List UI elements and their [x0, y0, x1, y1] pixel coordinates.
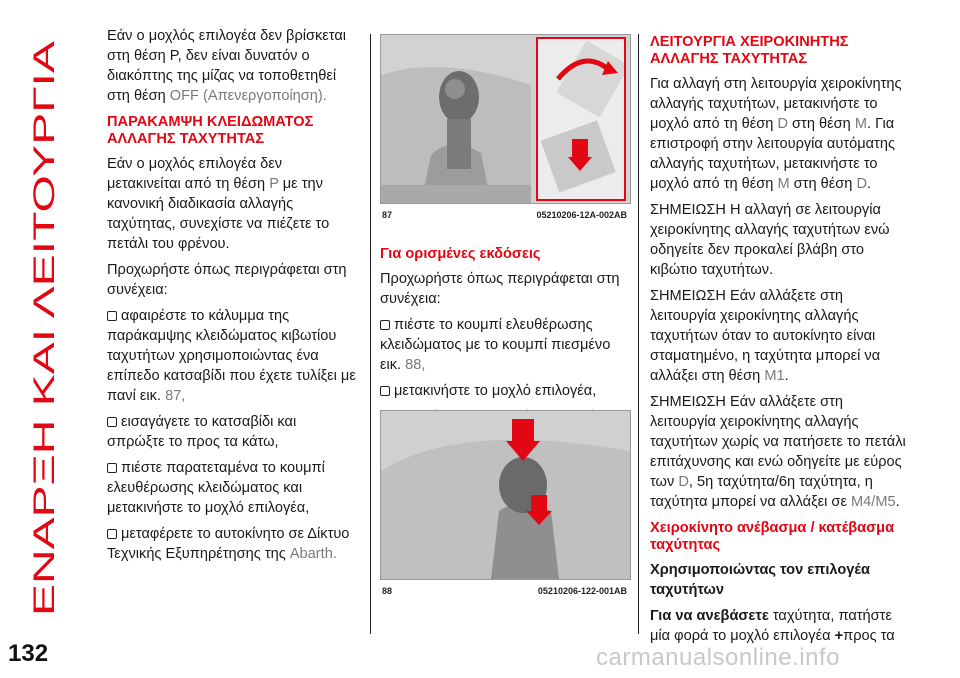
text: . Για επιστροφή στην λειτουργία αυτόματης αλλαγής ταχυτήτων, μετακινήστε το μοχλό από τη θέση: [650, 116, 895, 192]
bullet-item: [380, 381, 630, 401]
paragraph: Προχωρήστε όπως περιγράφεται στη συνέχεια:: [380, 271, 620, 307]
bullet-item: [107, 306, 357, 406]
text: αφαιρέστε το κάλυμμα της παράκαμψης κλειδώματος κιβωτίου ταχυτήτων χρησιμοποιώντας ένα επίπεδο κατσαβίδι που έχετε τυλίξει με πανί εικ.: [107, 308, 356, 404]
bold-text: Για να ανεβάσετε: [650, 608, 769, 624]
paragraph: [650, 606, 910, 646]
text: με την κανονική διαδικασία αλλαγής ταχύτητας, συνεχίστε να πιέζετε το πετάλι του φρένου.: [107, 176, 330, 252]
checkbox-icon: [107, 311, 117, 321]
figure-87-image: [380, 34, 631, 204]
text: εισαγάγετε το κατσαβίδι και σπρώξτε το προς τα κάτω,: [107, 414, 297, 450]
checkbox-icon: [107, 529, 117, 539]
figure-code: 05210206-122-001AB: [537, 586, 627, 596]
bullet-item: [107, 524, 357, 564]
paragraph: [107, 154, 357, 254]
text: ΣΗΜΕΙΩΣΗ Εάν αλλάξετε στη λειτουργία χειροκίνητης αλλαγής ταχυτήτων χωρίς να πατήσετε το πετάλι επιτάχυνσης και ενώ οδηγείτε με εύρος των: [650, 394, 906, 490]
text: .: [784, 368, 789, 384]
section-side-title: [8, 26, 70, 636]
bullet-item: [380, 315, 630, 375]
ref-text: P: [269, 176, 279, 192]
ref-text: D: [777, 116, 788, 132]
text: .: [895, 494, 900, 510]
figure-number: 88: [382, 586, 393, 596]
figure-88-image: [380, 410, 631, 580]
figure-87-inset: [536, 37, 626, 201]
ref-text: M: [777, 176, 790, 192]
heading-manual-up-down: Χειροκίνητο ανέβασμα / κατέβασμα ταχύτητας: [650, 520, 895, 553]
subheading-selector: Χρησιμοποιώντας τον επιλογέα ταχυτήτων: [650, 562, 870, 598]
column-right: [650, 26, 910, 652]
side-title-text: ΕΝΑΡΞΗ ΚΑΙ ΛΕΙΤΟΥΡΓΙΑ: [28, 256, 61, 616]
gear-shifter-button-illustration: [381, 411, 630, 579]
text: προς τα: [843, 628, 895, 644]
ref-text: Abarth.: [289, 546, 337, 562]
page-number: 132: [8, 640, 49, 667]
text: ταχύτητα, πατήστε μία φορά το μοχλό επιλογέα: [650, 608, 892, 644]
column-left: [107, 26, 357, 570]
text: πιέστε παρατεταμένα το κουμπί ελευθέρωσης κλειδώματος και μετακινήστε το μοχλό επιλογέα,: [107, 460, 325, 516]
checkbox-icon: [380, 386, 390, 396]
text: μετακινήστε το μοχλό επιλογέα,: [394, 383, 597, 399]
text: στη θέση: [788, 116, 855, 132]
text: στη θέση: [789, 176, 857, 192]
note-paragraph: [650, 286, 910, 386]
ref-text: D: [678, 474, 689, 490]
ref-text: M4/M5: [851, 494, 896, 510]
ref-text: M1: [764, 368, 785, 384]
column-divider: [370, 34, 371, 634]
text: ΣΗΜΕΙΩΣΗ Εάν αλλάξετε στη λειτουργία χειροκίνητης αλλαγής ταχυτήτων όταν το αυτοκίνητο είναι σταματημένο, η ταχύτητα μπορεί να αλλάξει στη θέση: [650, 288, 881, 384]
checkbox-icon: [380, 320, 390, 330]
note-paragraph: ΣΗΜΕΙΩΣΗ Η αλλαγή σε λειτουργία χειροκίνητης αλλαγής ταχυτήτων ενώ οδηγείτε δεν προκαλεί βλάβη στο κιβώτιο ταχυτήτων.: [650, 202, 890, 278]
ref-text: OFF (Απενεργοποίηση).: [169, 88, 327, 104]
note-paragraph: [650, 392, 910, 512]
watermark: carmanualsonline.info: [596, 644, 840, 671]
text: , 5η ταχύτητα/6η ταχύτητα, η ταχύτητα μπορεί να αλλάξει σε: [650, 474, 873, 510]
bullet-item: [107, 412, 357, 452]
text: Για αλλαγή στη λειτουργία χειροκίνητης αλλαγής ταχυτήτων, μετακινήστε το μοχλό από τη θέση: [650, 76, 902, 132]
figure-number: 87: [382, 210, 393, 220]
paragraph: [107, 26, 357, 106]
ref-text: 88,: [405, 357, 426, 373]
text: πιέστε το κουμπί ελευθέρωσης κλειδώματος με το κουμπί πιεσμένο εικ.: [380, 317, 611, 373]
text: Εάν ο μοχλός επιλογέα δεν μετακινείται από τη θέση: [107, 156, 282, 192]
screwdriver-detail-illustration: [538, 39, 624, 199]
column-divider: [638, 34, 639, 634]
heading-manual-mode: ΛΕΙΤΟΥΡΓΙΑ ΧΕΙΡΟΚΙΝΗΤΗΣ ΑΛΛΑΓΗΣ ΤΑΧΥΤΗΤΑΣ: [650, 34, 849, 67]
ref-text: M: [854, 116, 867, 132]
text: μεταφέρετε το αυτοκίνητο σε Δίκτυο Τεχνικής Εξυπηρέτησης της: [107, 526, 350, 562]
figure-code: 05210206-12A-002AB: [536, 210, 627, 220]
heading-some-versions: Για ορισμένες εκδόσεις: [380, 246, 541, 262]
ref-text: D: [856, 176, 867, 192]
plus-symbol: +: [834, 628, 844, 644]
checkbox-icon: [107, 463, 117, 473]
bullet-item: [107, 458, 357, 518]
heading-override: ΠΑΡΑΚΑΜΨΗ ΚΛΕΙΔΩΜΑΤΟΣ ΑΛΛΑΓΗΣ ΤΑΧΥΤΗΤΑΣ: [107, 114, 314, 147]
checkbox-icon: [107, 417, 117, 427]
paragraph: Προχωρήστε όπως περιγράφεται στη συνέχεια:: [107, 262, 347, 298]
ref-text: 87,: [165, 388, 186, 404]
text: Εάν ο μοχλός επιλογέα δεν βρίσκεται στη θέση P, δεν είναι δυνατόν ο διακόπτης της μίζας να τοποθετηθεί στη θέση: [107, 28, 347, 104]
text: .: [866, 176, 872, 192]
paragraph: [650, 74, 910, 194]
